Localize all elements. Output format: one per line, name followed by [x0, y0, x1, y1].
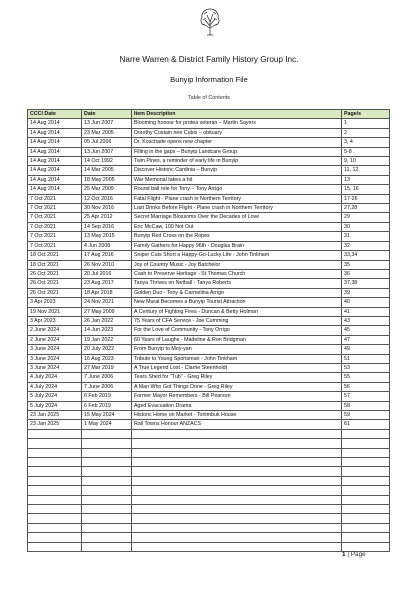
tree-logo-icon — [199, 6, 221, 36]
empty-table-row — [28, 439, 390, 448]
item-description-cell: Dr. Koschade opens new chapter — [132, 138, 342, 147]
date-cell: 24 Nov 2021 — [82, 298, 132, 307]
empty-table-row — [28, 467, 390, 476]
table-row — [28, 241, 390, 250]
table-row — [28, 185, 390, 194]
pages-cell: 39 — [342, 288, 390, 297]
table-row — [28, 128, 390, 137]
table-row — [28, 298, 390, 307]
date-cell: 05 Jul 2006 — [82, 138, 132, 147]
pages-cell: 56 — [342, 382, 390, 391]
empty-table-row — [28, 476, 390, 485]
empty-cell — [132, 448, 342, 457]
date-cell: 14 Oct 1992 — [82, 157, 132, 166]
ccci-date-cell: 3 June 2024 — [28, 363, 82, 372]
empty-cell — [28, 523, 82, 532]
organization-name: Narre Warren & District Family History Group Inc. — [119, 55, 299, 64]
item-description-cell: Last Drinks Before Flight - Plane crash in Northern Territory — [132, 204, 342, 213]
empty-cell — [342, 495, 390, 504]
empty-cell — [28, 448, 82, 457]
date-cell: 30 Nov 2016 — [82, 204, 132, 213]
ccci-date-cell: 4 July 2024 — [28, 373, 82, 382]
contents-table — [27, 109, 390, 552]
ccci-date-cell: 3 June 2024 — [28, 345, 82, 354]
empty-cell — [342, 439, 390, 448]
item-description-cell: Discover Historic Cardinia – Bunyip — [132, 166, 342, 175]
table-row — [28, 119, 390, 128]
table-row — [28, 232, 390, 241]
pages-cell: 35 — [342, 260, 390, 269]
pages-cell: 59 — [342, 411, 390, 420]
item-description-cell: Fatal Flight - Plane crash in Northern Territory — [132, 194, 342, 203]
ccci-date-cell: 7 Oct 2021 — [28, 204, 82, 213]
pages-cell: 1 — [342, 119, 390, 128]
table-row — [28, 401, 390, 410]
table-row — [28, 222, 390, 231]
empty-cell — [28, 439, 82, 448]
pages-cell: 9, 10 — [342, 157, 390, 166]
date-cell: 6 Feb 2019 — [82, 392, 132, 401]
table-row — [28, 373, 390, 382]
document-title: Bunyip Information File — [170, 75, 248, 84]
empty-cell — [82, 429, 132, 438]
empty-cell — [28, 457, 82, 466]
ccci-date-cell: 14 Aug 2014 — [28, 119, 82, 128]
ccci-date-cell: 2 June 2024 — [28, 326, 82, 335]
date-cell: 27 Mar 2019 — [82, 363, 132, 372]
table-row — [28, 269, 390, 278]
empty-cell — [132, 523, 342, 532]
date-cell: 13 May 2015 — [82, 232, 132, 241]
date-cell: 17 Aug 2016 — [82, 251, 132, 260]
date-cell: 18 May 2005 — [82, 175, 132, 184]
pages-cell: 40 — [342, 298, 390, 307]
item-description-cell: Aged Evacuation Drama — [132, 401, 342, 410]
table-header-row — [28, 110, 390, 119]
item-description-cell: Filling in the gaps – Bunyip Landcare Group — [132, 147, 342, 156]
empty-table-row — [28, 504, 390, 513]
date-cell: 7 June 2006 — [82, 373, 132, 382]
ccci-date-cell: 3 June 2024 — [28, 354, 82, 363]
pages-cell: 32 — [342, 241, 390, 250]
item-description-cell: Tanya Thrives on Netball - Tanya Roberts — [132, 279, 342, 288]
item-description-cell: Cash to Preserve Heritage - St Thomas Church — [132, 269, 342, 278]
empty-cell — [28, 467, 82, 476]
empty-cell — [28, 514, 82, 523]
pages-cell: 55 — [342, 373, 390, 382]
empty-table-row — [28, 448, 390, 457]
ccci-date-cell: 23 Jan 2025 — [28, 420, 82, 429]
date-cell: 15 May 2024 — [82, 411, 132, 420]
pages-cell: 29 — [342, 213, 390, 222]
empty-cell — [82, 495, 132, 504]
empty-cell — [82, 448, 132, 457]
empty-cell — [132, 514, 342, 523]
empty-cell — [132, 429, 342, 438]
date-cell: 14 Sep 2016 — [82, 222, 132, 231]
item-description-cell: New Mural Becomes a Bunyip Tourist Attraction — [132, 298, 342, 307]
ccci-date-cell: 5 July 2024 — [28, 392, 82, 401]
item-description-cell: 60 Years of Laughs - Madeline & Ron Bridgman — [132, 335, 342, 344]
toc-label: Table of Contents — [188, 95, 230, 101]
table-row — [28, 392, 390, 401]
empty-cell — [82, 542, 132, 551]
pages-cell: 33,34 — [342, 251, 390, 260]
pages-cell: 49 — [342, 345, 390, 354]
empty-cell — [132, 486, 342, 495]
item-description-cell: Sniper Cuts Short a Happy-Go-Lucky Life - John Tinkham — [132, 251, 342, 260]
date-cell: 20 July 2022 — [82, 345, 132, 354]
item-description-cell: Bunyip Red Cross on the Ropes — [132, 232, 342, 241]
table-row — [28, 411, 390, 420]
ccci-date-cell: 7 Oct 2021 — [28, 194, 82, 203]
pages-cell: 37,38 — [342, 279, 390, 288]
table-row — [28, 194, 390, 203]
table-row — [28, 345, 390, 354]
date-cell: 12 Oct 2016 — [82, 194, 132, 203]
empty-cell — [342, 467, 390, 476]
item-description-cell: A True Legend Lost - Clarrie Steenholdt — [132, 363, 342, 372]
item-description-header: Item Description — [132, 110, 342, 119]
pages-cell: 36 — [342, 269, 390, 278]
date-cell: 13 Jun 2007 — [82, 147, 132, 156]
item-description-cell: 75 Years of CFA Service - Joe Cumming — [132, 316, 342, 325]
empty-cell — [132, 476, 342, 485]
ccci-date-cell: 2 June 2024 — [28, 335, 82, 344]
date-cell: 16 Aug 2023 — [82, 354, 132, 363]
item-description-cell: Tribute to Young Sportsman - John Tinkham — [132, 354, 342, 363]
table-row — [28, 175, 390, 184]
item-description-cell: Former Mayor Remembers - Bill Pearson — [132, 392, 342, 401]
empty-cell — [82, 439, 132, 448]
date-cell: 19 Jan 2022 — [82, 335, 132, 344]
ccci-date-header: CCCI Date — [28, 110, 82, 119]
pages-cell: 41 — [342, 307, 390, 316]
empty-cell — [132, 439, 342, 448]
empty-cell — [82, 467, 132, 476]
empty-cell — [28, 486, 82, 495]
ccci-date-cell: 14 Aug 2014 — [28, 157, 82, 166]
item-description-cell: A Century of Fighting Fires - Duncan & Betty Holman — [132, 307, 342, 316]
empty-table-row — [28, 495, 390, 504]
table-body — [28, 119, 390, 551]
empty-cell — [132, 495, 342, 504]
date-cell: 6 Feb 2019 — [82, 401, 132, 410]
table-row — [28, 354, 390, 363]
empty-cell — [342, 514, 390, 523]
table-row — [28, 138, 390, 147]
pages-cell: 27,28 — [342, 204, 390, 213]
table-row — [28, 335, 390, 344]
empty-cell — [132, 504, 342, 513]
table-row — [28, 166, 390, 175]
empty-cell — [28, 542, 82, 551]
item-description-cell: Twin Pines, a reminder of early life in Bunyip — [132, 157, 342, 166]
table-row — [28, 420, 390, 429]
empty-cell — [342, 448, 390, 457]
ccci-date-cell: 23 Jan 2025 — [28, 411, 82, 420]
date-cell: 25 Mar 2009 — [82, 185, 132, 194]
date-cell: 26 Nov 2010 — [82, 260, 132, 269]
ccci-date-cell: 18 Oct 2021 — [28, 251, 82, 260]
table-row — [28, 251, 390, 260]
ccci-date-cell: 26 Oct 2021 — [28, 269, 82, 278]
pages-header: Page/s — [342, 110, 390, 119]
pages-cell: 17-26 — [342, 194, 390, 203]
empty-cell — [132, 533, 342, 542]
date-cell: 25 Apr 2012 — [82, 213, 132, 222]
pages-cell: 13 — [342, 175, 390, 184]
pages-cell: 2 — [342, 128, 390, 137]
ccci-date-cell: 14 Aug 2014 — [28, 147, 82, 156]
empty-cell — [342, 542, 390, 551]
empty-cell — [28, 533, 82, 542]
table-row — [28, 147, 390, 156]
pages-cell: 58 — [342, 401, 390, 410]
page-footer — [342, 551, 366, 558]
ccci-date-cell: 14 Aug 2014 — [28, 128, 82, 137]
pages-cell: 30 — [342, 222, 390, 231]
empty-cell — [28, 495, 82, 504]
ccci-date-cell: 7 Oct 2021 — [28, 241, 82, 250]
item-description-cell: Joy of Country Music - Joy Batchelor — [132, 260, 342, 269]
empty-table-row — [28, 486, 390, 495]
item-description-cell: A Man Who Got Things Done - Greg Riley — [132, 382, 342, 391]
date-cell: 4 Jun 2008 — [82, 241, 132, 250]
item-description-cell: Blooming honour for protea veteran – Martin Sayers — [132, 119, 342, 128]
ccci-date-cell: 7 Oct 2021 — [28, 232, 82, 241]
empty-cell — [132, 457, 342, 466]
table-row — [28, 316, 390, 325]
ccci-date-cell: 26 Oct 2021 — [28, 279, 82, 288]
empty-cell — [342, 429, 390, 438]
date-header: Date — [82, 110, 132, 119]
pages-cell: 53 — [342, 363, 390, 372]
ccci-date-cell: 3 Apr 2023 — [28, 316, 82, 325]
date-cell: 13 Jun 2007 — [82, 119, 132, 128]
empty-cell — [342, 504, 390, 513]
page-number: 1 — [342, 551, 346, 558]
item-description-cell: Historic Home on Market - Tonimbuk House — [132, 411, 342, 420]
table-row — [28, 288, 390, 297]
empty-table-row — [28, 523, 390, 532]
table-row — [28, 363, 390, 372]
pages-cell: 57 — [342, 392, 390, 401]
empty-cell — [342, 476, 390, 485]
item-description-cell: Tears Shed for "Tub" - Greg Riley — [132, 373, 342, 382]
ccci-date-cell: 14 Aug 2014 — [28, 175, 82, 184]
date-cell: 1 May 2024 — [82, 420, 132, 429]
table-row — [28, 307, 390, 316]
ccci-date-cell: 14 Aug 2014 — [28, 185, 82, 194]
pages-cell: 51 — [342, 354, 390, 363]
pages-cell: 15, 16 — [342, 185, 390, 194]
item-description-cell: Secret Marriage Blossoms Over the Decades of Love — [132, 213, 342, 222]
table-row — [28, 157, 390, 166]
table-row — [28, 204, 390, 213]
pages-cell: 61 — [342, 420, 390, 429]
empty-cell — [82, 476, 132, 485]
ccci-date-cell: 7 Oct 2021 — [28, 222, 82, 231]
date-cell: 27 May 2009 — [82, 307, 132, 316]
pages-cell: 11, 12 — [342, 166, 390, 175]
pages-cell: 3, 4 — [342, 138, 390, 147]
empty-table-row — [28, 429, 390, 438]
ccci-date-cell: 19 Nov 2021 — [28, 307, 82, 316]
item-description-cell: Round ball role for Tony – Tony Arrigo — [132, 185, 342, 194]
empty-cell — [342, 523, 390, 532]
empty-cell — [82, 514, 132, 523]
empty-table-row — [28, 542, 390, 551]
empty-cell — [82, 486, 132, 495]
table-row — [28, 382, 390, 391]
date-cell: 14 Jun 2023 — [82, 326, 132, 335]
empty-cell — [28, 504, 82, 513]
empty-table-row — [28, 533, 390, 542]
empty-cell — [132, 467, 342, 476]
empty-cell — [342, 486, 390, 495]
ccci-date-cell: 14 Aug 2014 — [28, 166, 82, 175]
item-description-cell: Golden Duo - Tony & Carmelina Arrigo — [132, 288, 342, 297]
empty-cell — [28, 429, 82, 438]
empty-cell — [82, 504, 132, 513]
page-separator: | — [345, 551, 351, 558]
empty-cell — [132, 542, 342, 551]
empty-cell — [342, 533, 390, 542]
item-description-cell: Dorothy Costain nee Cubis – obituary — [132, 128, 342, 137]
ccci-date-cell: 7 Oct 2021 — [28, 213, 82, 222]
pages-cell: 5-8 — [342, 147, 390, 156]
empty-cell — [342, 457, 390, 466]
page-label: Page — [350, 551, 366, 558]
table-row — [28, 260, 390, 269]
item-description-cell: War Memorial takes a hit — [132, 175, 342, 184]
table-row — [28, 213, 390, 222]
date-cell: 20 Jul 2016 — [82, 269, 132, 278]
item-description-cell: Eric McCaw, 100 Not Out — [132, 222, 342, 231]
empty-cell — [28, 476, 82, 485]
item-description-cell: Family Gathers for Happy 96th - Douglas Brain — [132, 241, 342, 250]
ccci-date-cell: 14 Aug 2014 — [28, 138, 82, 147]
empty-cell — [82, 523, 132, 532]
ccci-date-cell: 5 July 2024 — [28, 401, 82, 410]
ccci-date-cell: 18 Oct 2021 — [28, 260, 82, 269]
empty-cell — [82, 533, 132, 542]
item-description-cell: For the Love of Community - Tony Orrigo — [132, 326, 342, 335]
empty-table-row — [28, 514, 390, 523]
date-cell: 23 Aug 2017 — [82, 279, 132, 288]
empty-table-row — [28, 457, 390, 466]
date-cell: 18 Apr 2018 — [82, 288, 132, 297]
date-cell: 26 Jan 2022 — [82, 316, 132, 325]
date-cell: 7 June 2006 — [82, 382, 132, 391]
item-description-cell: From Bunyip to Moy-yan — [132, 345, 342, 354]
ccci-date-cell: 3 Apr 2023 — [28, 298, 82, 307]
date-cell: 14 Mar 2005 — [82, 166, 132, 175]
date-cell: 23 Mar 2005 — [82, 128, 132, 137]
pages-cell: 31 — [342, 232, 390, 241]
ccci-date-cell: 26 Oct 2021 — [28, 288, 82, 297]
pages-cell: 43 — [342, 316, 390, 325]
item-description-cell: Rail Towns Honour ANZACS — [132, 420, 342, 429]
table-row — [28, 326, 390, 335]
empty-cell — [82, 457, 132, 466]
table-row — [28, 279, 390, 288]
pages-cell: 45 — [342, 326, 390, 335]
pages-cell: 47 — [342, 335, 390, 344]
ccci-date-cell: 4 July 2024 — [28, 382, 82, 391]
